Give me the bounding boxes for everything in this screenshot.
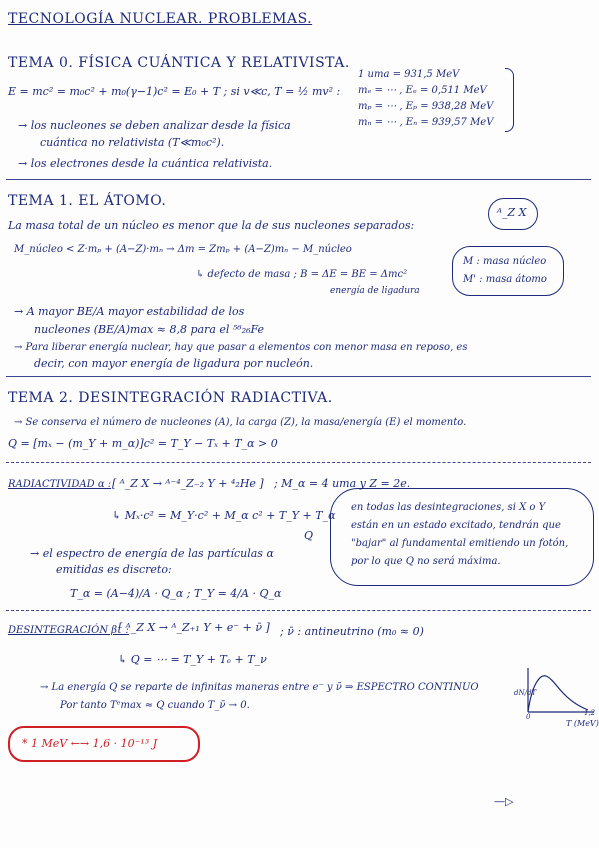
alpha-mass: ; M_α = 4 uma y Z = 2e. [274,477,411,490]
divider-4 [6,610,591,611]
tema1-line5b: decir, con mayor energía de ligadura por nucleón. [34,357,314,370]
spectrum-a: → el espectro de energía de las partículas α [30,547,274,560]
tema2-line1: → Se conserva el número de nucleones (A), la carga (Z), la masa/energía (E) el momento. [14,417,467,428]
tema1-line3: ↳ defecto de masa ; B = ΔE = BE = Δmc² [196,269,408,280]
alpha-label: RADIACTIVIDAD α : [8,479,112,490]
tema1-line2: M_núcleo < Z·mₚ + (A−Z)·mₙ → Δm = Zmₚ + (A−Z)mₙ − M_núcleo [14,244,352,255]
tema1-line5a: → Para liberar energía nuclear, hay que pasar a elementos con menor masa en reposo, es [14,342,468,353]
nuclide-icon [488,198,538,230]
tema0-note1b: cuántica no relativista (T≪m₀c²). [40,136,225,149]
tema1-line3b: energía de ligadura [330,286,420,296]
note-line-4: por lo que Q no será máxima. [351,556,501,567]
excited-state-note [330,488,594,586]
beta-note-b: Por tanto Tᵉmax ≈ Q cuando T_ν̄ → 0. [60,700,250,711]
spectrum-curve [528,676,588,712]
tema1-line1: La masa total de un núcleo es menor que la de sus nucleones separados: [8,219,415,232]
graph-x0: 0 [526,713,531,721]
spectrum-b: emitidas es discreto: [56,563,172,576]
graph-xlabel: T (MeV) [566,719,599,728]
beta-note-a: → La energía Q se reparte de infinitas maneras entre e⁻ y ν̄ ⇒ ESPECTRO CONTINUO [40,682,479,693]
divider-1 [6,179,591,180]
constant-proton: mₚ = ⋯ , Eₚ = 938,28 MeV [358,101,494,112]
graph-x1: 1,2 [584,709,596,717]
tema1-line4b: nucleones (BE/A)max ≈ 8,8 para el ⁵⁶₂₆Fe [34,323,265,336]
page-title: TECNOLOGÍA NUCLEAR. PROBLEMAS. [8,11,313,27]
beta-antineutrino: ; ν̄ : antineutrino (m₀ ≈ 0) [280,625,424,638]
legend-atom: M' : masa átomo [463,274,547,285]
conversion-box [8,726,200,762]
note-line-1: en todas las desintegraciones, si X o Y [351,502,546,513]
nuclide-label: ᴬ_Z X [497,206,527,219]
beta-equation: [ ᴬ_Z X → ᴬ_Z₊₁ Y + e⁻ + ν̄ ] [118,621,270,634]
legend-box [452,246,564,296]
note-line-2: están en un estado excitado, tendrán que [351,520,561,531]
tema0-note1a: → los nucleones se deben analizar desde la física [18,119,291,132]
next-page-arrow: —▷ [494,795,514,808]
constant-electron: mₑ = ⋯ , Eₑ = 0,511 MeV [358,85,487,96]
divider-3 [6,462,591,463]
tema1-heading: TEMA 1. EL ÁTOMO. [8,193,167,209]
constant-neutron: mₙ = ⋯ , Eₙ = 939,57 MeV [358,117,494,128]
constants-brace [505,68,514,132]
alpha-q: Q [304,529,314,542]
constant-uma: 1 uma = 931,5 MeV [358,69,460,80]
conversion-note: * 1 MeV ←→ 1,6 · 10⁻¹³ J [22,737,158,750]
divider-2 [6,376,591,377]
beta-label: DESINTEGRACIÓN β⁻ : [8,625,129,636]
alpha-energy: ↳ Mₓ·c² = M_Y·c² + M_α c² + T_Y + T_α [112,509,336,522]
beta-q: ↳ Q = ⋯ = T_Y + Tₑ + T_ν [118,653,267,666]
alpha-t: T_α = (A−4)/A · Q_α ; T_Y = 4/A · Q_α [70,587,282,600]
tema0-note2: → los electrones desde la cuántica relativista. [18,157,273,170]
legend-nucleus: M : masa núcleo [463,256,547,267]
tema0-heading: TEMA 0. FÍSICA CUÁNTICA Y RELATIVISTA. [8,55,350,71]
tema2-line2: Q = [mₓ − (m_Y + m_α)]c² = T_Y − Tₓ + T_α > 0 [8,437,278,450]
tema0-formula: E = mc² = m₀c² + m₀(γ−1)c² = E₀ + T ; si v≪c, T = ½ mv² : [8,85,341,98]
alpha-equation: [ ᴬ_Z X → ᴬ⁻⁴_Z₋₂ Y + ⁴₂He ] [112,477,264,490]
graph-ylabel: dN/dT [514,689,537,697]
tema1-line4a: → A mayor BE/A mayor estabilidad de los [14,305,245,318]
note-line-3: "bajar" al fundamental emitiendo un fotón, [351,538,569,549]
tema2-heading: TEMA 2. DESINTEGRACIÓN RADIACTIVA. [8,390,333,406]
